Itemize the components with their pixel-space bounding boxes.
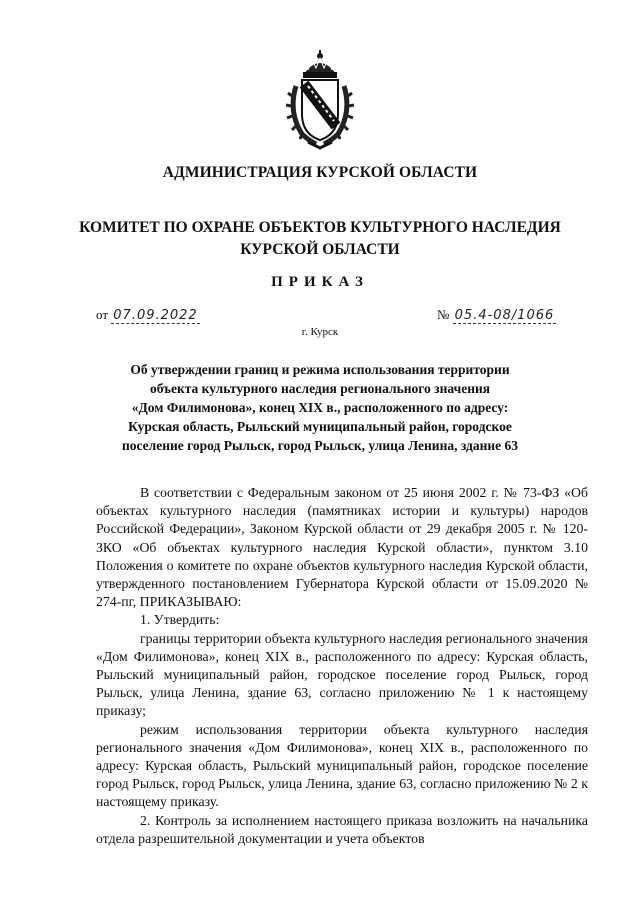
order-number xyxy=(437,307,556,324)
administration-title: АДМИНИСТРАЦИЯ КУРСКОЙ ОБЛАСТИ xyxy=(162,164,478,181)
subject-line: объекта культурного наследия регионального значения xyxy=(149,381,491,396)
subject-line: Об утверждении границ и режима использования территории xyxy=(130,362,510,377)
committee-title-line: КУРСКОЙ ОБЛАСТИ xyxy=(240,241,400,258)
coat-of-arms-icon xyxy=(286,50,354,152)
body-paragraph: 2. Контроль за исполнением настоящего приказа возложить на начальника отдела разрешительной документации и учета объектов xyxy=(96,812,588,846)
order-body xyxy=(96,484,588,848)
document-type-title: ПРИКАЗ xyxy=(271,274,369,290)
body-paragraph: 1. Утвердить: xyxy=(140,612,220,628)
number-value: 05.4-08/1066 xyxy=(454,308,555,323)
subject-line: Курская область, Рыльский муниципальный район, городское xyxy=(128,419,512,434)
order-date xyxy=(96,307,200,324)
subject-line: «Дом Филимонова», конец XIX в., расположенного по адресу: xyxy=(131,400,509,415)
body-paragraph: режим использования территории объекта культурного наследия регионального значения «Дом Филимонова», конец XIX в., расположенного по адресу: Курская область, Рыльский муниципальный район, городское поселение город Рыльск, город Рыльск, улица Ленина, здание 63, согласно приложению № 2 к настоящему приказу. xyxy=(96,721,588,810)
date-value: 07.09.2022 xyxy=(113,308,198,323)
order-subject xyxy=(0,360,640,455)
body-paragraph: В соответствии с Федеральным законом от 25 июня 2002 г. № 73-ФЗ «Об объектах культурного наследия (памятниках истории и культуры) народов Российской Федерации», Законом Курской области от 29 декабря 2005 г. № 120-ЗКО «Об объектах культурного наследия Курской области», пунктом 3.10 Положения о комитете по охране объектов культурного наследия Курской области, утвержденного постановлением Губернатора Курской области от 15.09.2020 № 274-пг, ПРИКАЗЫВАЮ: xyxy=(96,485,588,610)
committee-title xyxy=(0,217,640,261)
date-prefix: от xyxy=(96,307,109,322)
subject-line: поселение город Рыльск, город Рыльск, улица Ленина, здание 63 xyxy=(121,438,519,453)
city-label: г. Курск xyxy=(301,326,339,338)
committee-title-line: КОМИТЕТ ПО ОХРАНЕ ОБЪЕКТОВ КУЛЬТУРНОГО НАСЛЕДИЯ xyxy=(79,219,561,236)
number-prefix: № xyxy=(437,307,450,322)
body-paragraph: границы территории объекта культурного наследия регионального значения «Дом Филимонова», конец XIX в., расположенного по адресу: Курская область, Рыльский муниципальный район, городское поселение город Рыльск, город Рыльск, улица Ленина, здание 63, согласно приложению № 1 к настоящему приказу; xyxy=(96,630,588,719)
